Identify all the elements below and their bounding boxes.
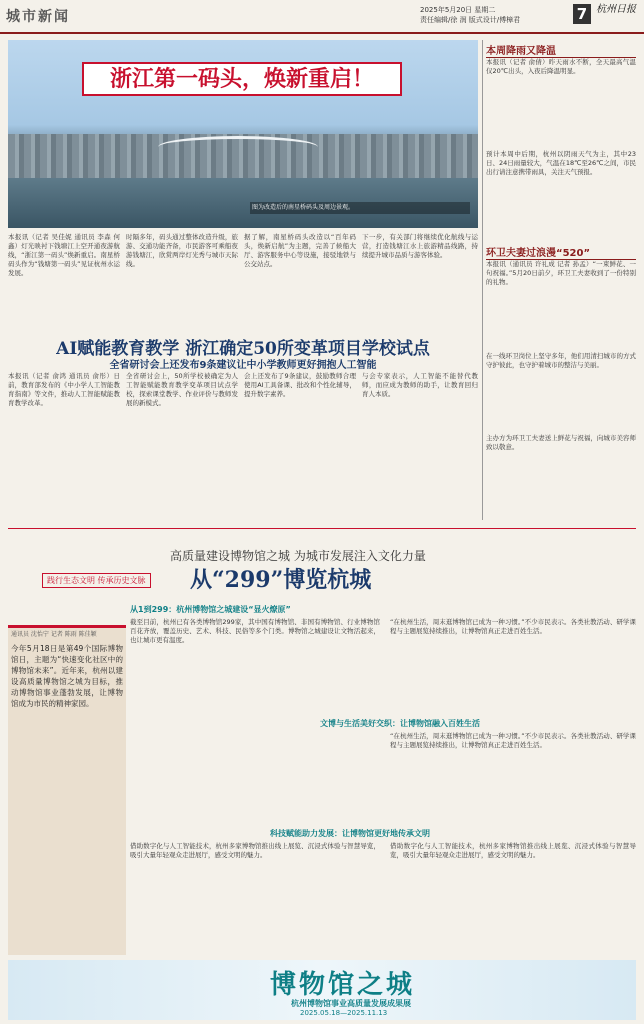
ai-headline: AI赋能教育教学 浙江确定50所变革项目学校试点 — [56, 339, 430, 359]
header-meta — [420, 5, 520, 25]
banner-subtitle: 杭州博物馆事业高质量发展成果展 — [291, 999, 411, 1008]
weather-text-2: 预计本周中后期，杭州以阴雨天气为主，其中23日、24日雨量较大，气温在18℃至26℃之间，市民出行请注意携带雨具，关注天气预报。 — [486, 150, 636, 176]
museum-col-c2: 借助数字化与人工智能技术，杭州多家博物馆推出线上展览、沉浸式体验与智慧导览，吸引大量年轻观众走进展厅，感受文明的魅力。 — [390, 842, 636, 859]
museum-col-b: “在杭州生活，周末逛博物馆已成为一种习惯。”不少市民表示。各类社教活动、研学课程与主题展览持续推出，让博物馆真正走进百姓生活。 — [390, 732, 636, 749]
ai-col3: 会上还发布了9条建议，鼓励教师合理使用AI工具备课、批改和个性化辅导，提升数字素养。 — [244, 372, 356, 398]
column-divider — [482, 40, 483, 520]
section-divider — [8, 528, 636, 529]
top-article-col3: 据了解，南星桥码头改造以“百年码头，焕新启航”为主题，完善了候船大厅、游客服务中心等设施，接驳地铁与公交站点。 — [244, 233, 356, 268]
weather-headline: 本周降雨又降温 — [486, 42, 636, 58]
ai-col4: 与会专家表示，人工智能不能替代教师，而应成为教师的助手，让教育回归育人本质。 — [362, 372, 478, 398]
top-article-col4: 下一步，有关部门将继续优化航线与运营，打造钱塘江水上旅游精品线路，持续提升城市品质与游客体验。 — [362, 233, 478, 259]
museum-byline: 通讯员 沈怡宁 记者 陈雨 陈佳颖 — [11, 631, 97, 638]
museum-sidebar — [8, 625, 126, 955]
photo-caption: 图为改造后的南星桥码头及周边景观。 — [250, 202, 470, 214]
bridge-icon — [158, 136, 318, 158]
museum-col-c: 借助数字化与人工智能技术，杭州多家博物馆推出线上展览、沉浸式体验与智慧导览，吸引大量年轻观众走进展厅，感受文明的魅力。 — [130, 842, 380, 859]
museum-banner — [8, 960, 636, 1020]
page-header — [0, 0, 644, 34]
top-article-col2: 时隔多年，码头通过整体改造升级，旅游、交通功能齐备，市民游客可乘船夜游钱塘江，欣赏两岸灯光秀与城市天际线。 — [126, 233, 238, 268]
museum-tag: 践行生态文明 传承历史文脉 — [42, 573, 151, 588]
museum-intro: 今年5月18日是第49个国际博物馆日，主题为“快速变化社区中的博物馆未来”。近年来，杭州以建设高质量博物馆之城为目标，推动博物馆事业蓬勃发展，让博物馆成为市民的精神家园。 — [11, 644, 123, 708]
page-number: 7 — [573, 4, 591, 24]
museum-col-a2: “在杭州生活，周末逛博物馆已成为一种习惯。”不少市民表示。各类社教活动、研学课程与主题展览持续推出，让博物馆真正走进百姓生活。 — [390, 618, 636, 635]
sanitation-text-3: 主办方为环卫工夫妻送上鲜花与祝福，向城市美容师致以敬意。 — [486, 434, 636, 451]
banner-title: 博物馆之城 — [270, 970, 416, 1000]
newspaper-logo: 杭州日报 — [596, 4, 636, 15]
museum-title-2: 从“299”博览杭城 — [190, 567, 372, 593]
ai-subtitle: 全省研讨会上还发布9条建议让中小学教师更好拥抱人工智能 — [109, 360, 377, 371]
section-title: 城市新闻 — [6, 9, 70, 25]
museum-subhead-2: 文博与生活美好交织：让博物馆融入百姓生活 — [320, 719, 480, 728]
ai-col2: 全省研讨会上，50所学校被确定为人工智能赋能教育教学变革项目试点学校，探索课堂教学、作业评价与教师发展的新模式。 — [126, 372, 238, 407]
sanitation-text-2: 在一线环卫岗位上坚守多年，他们用清扫城市的方式守护彼此，也守护着城市的整洁与美丽。 — [486, 352, 636, 369]
museum-subhead-1: 从1到299：杭州博物馆之城建设“显火燎原” — [130, 605, 291, 614]
ai-col1: 本报讯（记者 俞鸿 通讯员 俞彤）日前，教育部发布的《中小学人工智能教育指南》等文件，推动人工智能赋能教育教学改革。 — [8, 372, 120, 407]
header-editor: 责任编辑/徐 润 版式设计/傅樟君 — [420, 16, 521, 24]
banner-dates: 2025.05.18—2025.11.13 — [300, 1009, 388, 1017]
weather-text-1: 本报讯（记者 俞倩）昨天雨水不断，全天最高气温仅20℃出头，入夜后降温明显。 — [486, 58, 636, 75]
top-article-col1: 本报讯（记者 吴佳妮 通讯员 李森 何鑫）灯光映衬下钱塘江上空开通夜游航线，“浙江第一码头”焕新重启。南星桥码头作为“钱塘第一码头”见证杭州水运发展。 — [8, 233, 120, 277]
museum-title-1: 高质量建设博物馆之城 为城市发展注入文化力量 — [170, 549, 426, 563]
museum-col-a: 截至目前，杭州已有各类博物馆299家，其中国有博物馆、非国有博物馆、行业博物馆百花齐放，覆盖历史、艺术、科技、民俗等多个门类。博物馆之城建设让文物活起来，也让城市更有温度。 — [130, 618, 380, 644]
sanitation-headline: 环卫夫妻过浪漫“520” — [486, 244, 636, 260]
museum-subhead-3: 科技赋能助力发展：让博物馆更好地传承文明 — [270, 829, 430, 838]
top-headline: 浙江第一码头，焕新重启！ — [82, 62, 402, 96]
sanitation-text-1: 本报讯（通讯员 许礼成 记者 孙孟）“一束鲜花、一句祝福。”5月20日前夕，环卫工夫妻收到了一份特别的礼物。 — [486, 260, 636, 286]
header-date: 2025年5月20日 星期二 — [420, 6, 496, 14]
